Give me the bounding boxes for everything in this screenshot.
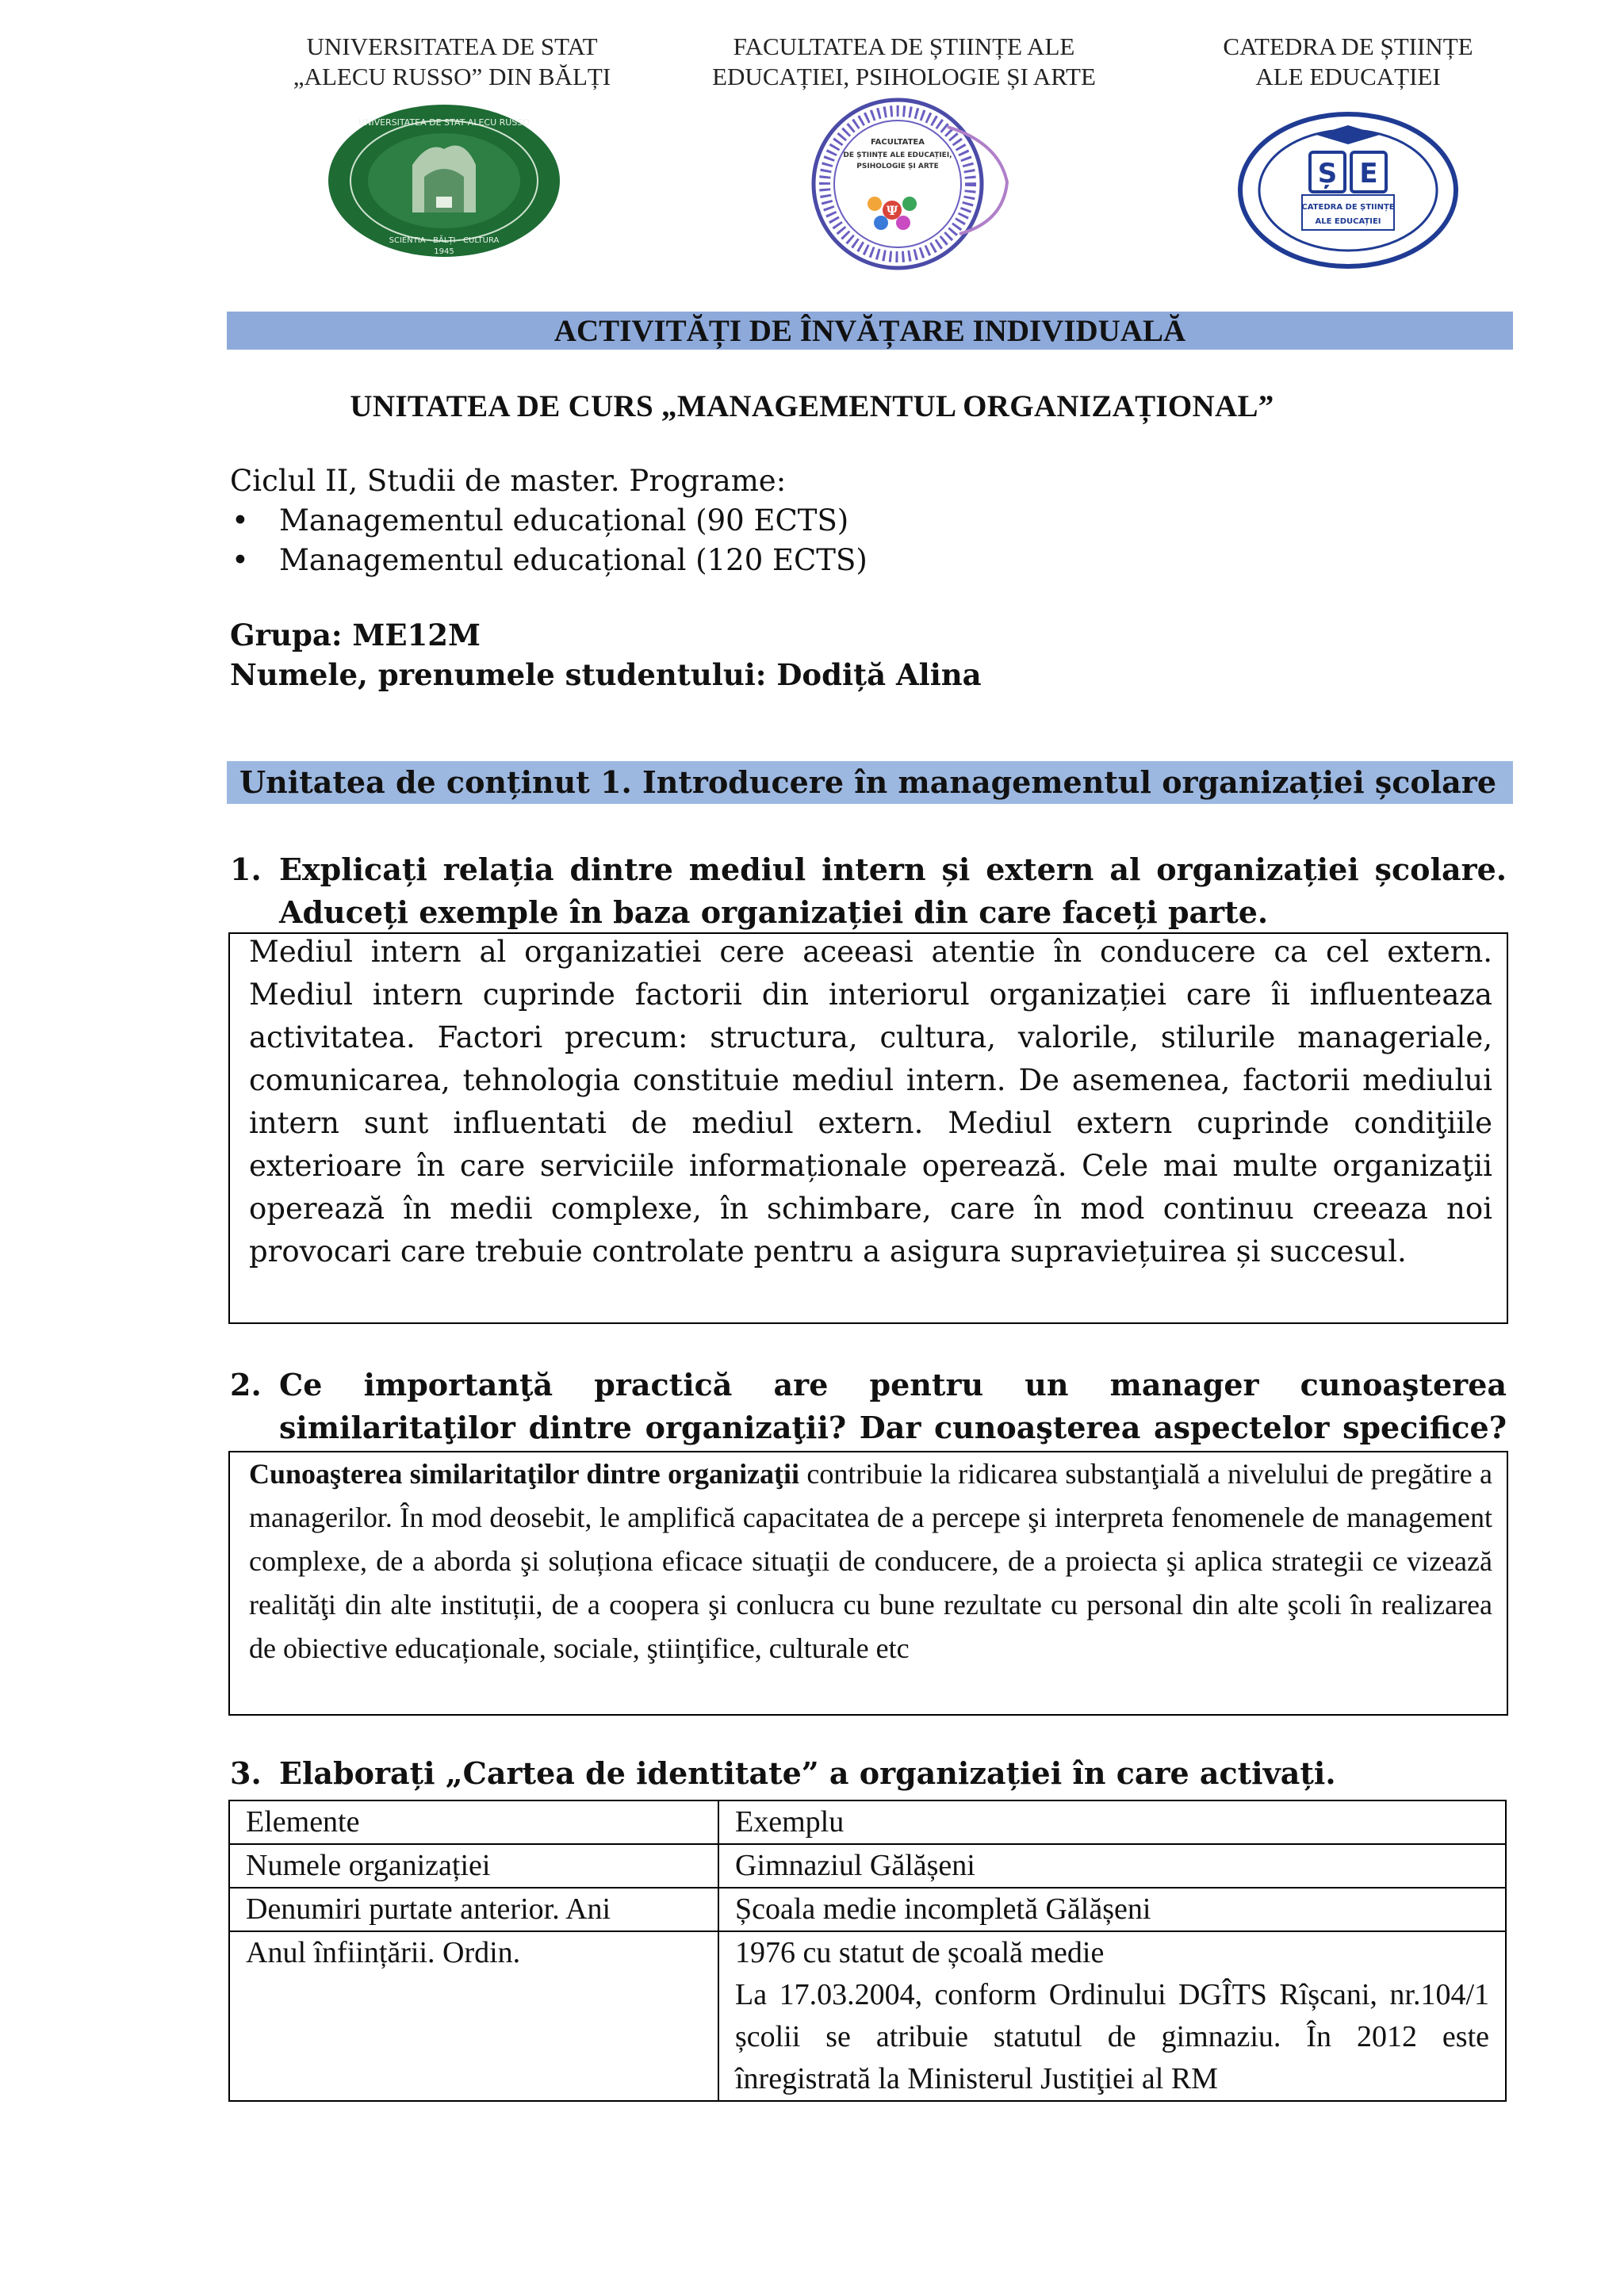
faculty-logo-text-3: PSIHOLOGIE ȘI ARTE (856, 163, 939, 170)
question-number: 1. (230, 851, 262, 887)
unit-heading-text: Unitatea de conținut 1. Introducere în managementul organizației școlare (239, 764, 1496, 800)
university-logo-text-bottom: SCIENTIA · BĂLȚI · CULTURA (389, 236, 500, 245)
faculty-logo-text-2: DE ȘTIINȚE ALE EDUCAȚIEI, (843, 151, 952, 159)
question-text-content: Ce importanţă practică are pentru un manager cunoaşterea similaritaţilor dintre organizaţii? Dar cunoaşterea aspectelor specifice? (279, 1367, 1507, 1445)
department-logo-text-2: ALE EDUCAȚIEI (1315, 217, 1381, 226)
header-department-line-2: ALE EDUCAȚIEI (1255, 63, 1441, 90)
department-logo-letter-1: Ș (1317, 158, 1338, 189)
header-faculty-line-2: EDUCAȚIEI, PSIHOLOGIE ȘI ARTE (712, 63, 1096, 90)
answer-text (249, 1452, 1492, 1670)
header-department (1182, 32, 1515, 92)
faculty-logo-text-1: FACULTATEA (871, 138, 925, 147)
table-cell-label: Numele organizației (229, 1844, 718, 1888)
question-text: Explicați relația dintre mediul intern și extern al organizației școlare. Aduceți exemple în baza organizației din care faceți parte. (279, 851, 1507, 930)
table-cell-value: Școala medie incompletă Gălășeni (718, 1888, 1506, 1931)
answer-box-1 (228, 932, 1508, 1324)
question-1 (230, 848, 1507, 936)
table-cell-line: 1976 cu statut de școală medie (735, 1936, 1105, 1969)
page-title: ACTIVITĂȚI DE ÎNVĂȚARE INDIVIDUALĂ (227, 312, 1513, 350)
table-cell-line: La 17.03.2004, conform Ordinului DGÎTS Rîșcani, nr.104/1 școlii se atribuie statutul de gimnaziu. În 2012 este înregistrată la Ministerul Justiţiei al RM (735, 1978, 1489, 2095)
question-text (279, 1364, 1507, 1449)
university-logo (325, 101, 563, 260)
unit-heading (227, 761, 1513, 804)
student-name: Numele, prenumele studentului: Dodiță Alina (230, 657, 982, 692)
question-3 (230, 1752, 1507, 1795)
bullet-icon: • (232, 503, 249, 538)
header-university-line-1: UNIVERSITATEA DE STAT (306, 33, 598, 60)
table-cell-value (718, 1931, 1506, 2101)
header-faculty (682, 32, 1126, 92)
question-number: 3. (230, 1755, 262, 1791)
table-row (229, 1888, 1506, 1931)
table-header-row (229, 1800, 1506, 1844)
table-row (229, 1844, 1506, 1888)
program-item: Managementul educațional (90 ECTS) (279, 503, 849, 538)
department-logo (1237, 111, 1459, 270)
table-cell-label: Anul înființării. Ordin. (229, 1931, 718, 2101)
answer-box-2 (228, 1451, 1508, 1716)
university-logo-year: 1945 (434, 247, 454, 256)
answer-text-rest: contribuie la ridicarea substanţială a nivelului de pregătire a managerilor. În mod deosebit, le amplifică capacitatea de a percepe şi interpreta fenomenele de management complexe, de a aborda şi soluționa eficace situaţii de conducere, de a proiecta şi aplica strategii ce vizează realităţi din alte instituții, de a coopera şi conlucra cu bune rezultate cu personal din alte şcoli în realizarea de obiective educaționale, sociale, ştiinţifice, culturale etc (249, 1458, 1492, 1664)
program-item: Managementul educațional (120 ECTS) (279, 543, 868, 577)
course-title: UNITATEA DE CURS „MANAGEMENTUL ORGANIZAȚIONAL” (350, 389, 1274, 423)
department-logo-text-1: CATEDRA DE ȘTIINȚE (1301, 203, 1395, 212)
programs-intro: Ciclul II, Studii de master. Programe: (230, 464, 787, 498)
question-number: 2. (230, 1367, 262, 1402)
faculty-logo (809, 95, 1015, 274)
table-cell-label: Denumiri purtate anterior. Ani (229, 1888, 718, 1931)
department-logo-letter-2: E (1359, 158, 1378, 189)
university-logo-text-top: UNIVERSITATEA DE STAT ALECU RUSSO (358, 117, 530, 128)
svg-text:Ψ: Ψ (886, 203, 898, 218)
header-university-line-2: „ALECU RUSSO” DIN BĂLȚI (293, 63, 611, 90)
header-faculty-line-1: FACULTATEA DE ȘTIINȚE ALE (733, 33, 1075, 60)
answer-text: Mediul intern al organizatiei cere aceeasi atentie în conducere ca cel extern. Mediul intern cuprinde factorii din interiorul organizației care îi influenteaza activitatea. Factori precum: structura, cultura, valorile, stilurile manageriale, comunicarea, tehnologia constituie mediul intern. De asemenea, factorii mediului intern sunt influentati de mediul extern. Mediul extern cuprinde condiţiile exterioare în care serviciile informaționale operează. Cele mai multe organizaţii operează în medii complexe, în schimbare, care în mod continuu creeaza noi provocari care trebuie controlate pentru a asigura supraviețuirea și succesul. (249, 935, 1492, 1269)
table-header-cell: Elemente (229, 1800, 718, 1844)
question-2 (230, 1364, 1507, 1451)
table-cell-value: Gimnaziul Gălășeni (718, 1844, 1506, 1888)
question-text: Elaborați „Cartea de identitate” a organizației în care activați. (279, 1755, 1336, 1791)
table-header-cell: Exemplu (718, 1800, 1506, 1844)
table-row (229, 1931, 1506, 2101)
header-university (262, 32, 642, 92)
answer-text-bold: Cunoaşterea similaritaţilor dintre organizaţii (249, 1458, 800, 1490)
bullet-icon: • (232, 543, 249, 577)
header-department-line-1: CATEDRA DE ȘTIINȚE (1223, 33, 1473, 60)
group-label: Grupa: ME12M (230, 618, 481, 652)
identity-table (228, 1800, 1507, 2102)
